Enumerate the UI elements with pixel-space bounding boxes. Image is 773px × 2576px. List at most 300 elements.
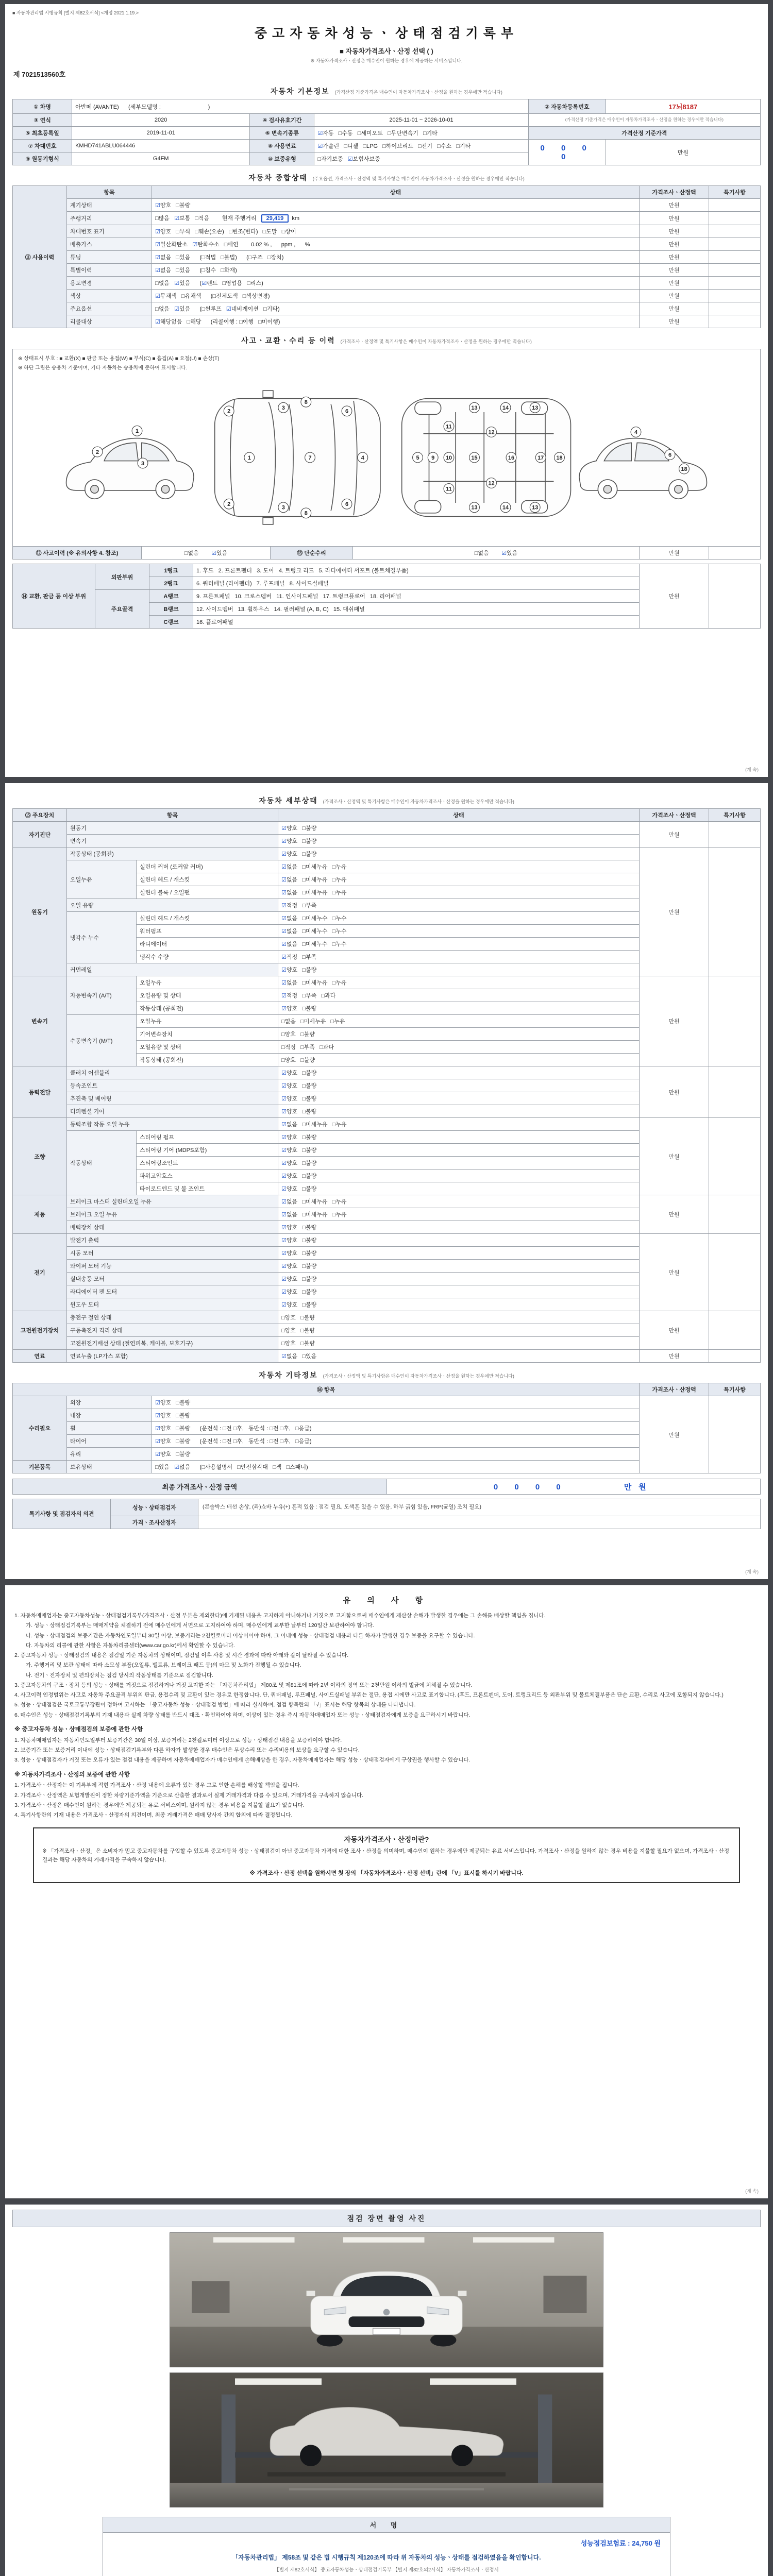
svg-text:16: 16 [508,454,515,461]
cell: 보유상태 [67,1461,152,1473]
price-cell: 만원 [640,1066,709,1118]
accident-history-table [12,546,761,560]
checkbox-group[interactable]: ☑없음 □미세누유 □누유 [278,1208,640,1221]
inspection-insurance-fee [112,2538,661,2548]
top-view [215,391,380,524]
notice-item: 3. 중고자동차의 구조ㆍ장치 등의 성능ㆍ상태를 거짓으로 점검하거나 거짓 고지한 자는 「자동차관리법」 제80조 및 제81조에 따라 2년 이하의 징역 또는 2천만원 이하의 벌금에 처해질 수 있습니다. [14,1682,473,1688]
header-cell: ② 자동차등록번호 [528,99,606,114]
checkbox-group[interactable]: ☑양호 □불량 [278,1144,640,1157]
checkbox-group[interactable]: ☑양호 □불량 [278,1131,640,1144]
checkbox-group[interactable]: □있음 ☑없음 (□사용설명서 □안전삼각대 □잭 □스패너) [152,1461,640,1473]
table-row [13,848,761,860]
group-label-cell: 제동 [13,1195,67,1234]
state-code-legend: ※ 상태표시 부호 : ■ 교환(X) ■ 판금 또는 용접(W) ■ 부식(C) ■ 흠집(A) ■ 요철(U) ■ 손상(T) [18,356,220,362]
checkbox-group[interactable]: ☑양호 □불량 [278,822,640,835]
header-cell: 항목 [67,809,278,822]
table-row [13,1118,761,1131]
header-cell: ⑯ 항목 [13,1383,640,1396]
checkbox-group[interactable]: □양호 □불량 [278,1324,640,1337]
checkbox-group[interactable]: □양호 □불량 [278,1311,640,1324]
table-row [13,302,761,315]
checkbox-group[interactable]: □적정 □부족 □과다 [278,1041,640,1054]
cell: 브레이크 마스터 실린더오일 누유 [67,1195,278,1208]
svg-text:6: 6 [345,501,349,508]
table-row [13,114,761,127]
header-cell: 가격산정 기준가격 [528,127,760,140]
checkbox-group[interactable]: ☑없음 □미세누유 □누유 [278,886,640,899]
checkbox-group[interactable]: ☑양호 □부식 □훼손(오손) □변조(변타) □도말 □상이 [152,225,640,238]
svg-text:2: 2 [227,501,231,508]
header-cell: A랭크 [149,590,193,603]
checkbox-group[interactable]: ☑양호 □불량 [278,1079,640,1092]
notice-item: 가. 성능ㆍ상태점검기록부는 매매계약을 체결하기 전에 매수인에게 서면으로 고지하여야 하며, 매수인에게 교부한 날부터 120일간 보관하여야 합니다. [26,1622,374,1629]
header-cell: ⑭ 교환, 판금 등 이상 부위 [13,564,95,629]
checkbox-group[interactable]: ☑적정 □부족 [278,899,640,912]
checkbox-group[interactable]: ☑양호 □불량 [278,1260,640,1273]
header-cell: ⑮ 주요장치 [13,809,67,822]
price-cell: 만원 [640,848,709,976]
price-cell: 만원 [640,290,709,302]
cell: 휠 [67,1422,152,1435]
notice-item: 나. 성능ㆍ상태점검의 보증기간은 자동차인도일부터 30일 이상, 보증거리는 2천킬로미터 이상이어야 하며, 그 이내에 성능ㆍ상태점검 내용과 다른 하자가 발생한 경우 보증을 요구할 수 있습니다. [26,1632,475,1639]
checkbox-group[interactable]: □없음 ☑있음 (☑렌트 □영업용 □리스) [152,277,640,290]
header-cell: ③ 연식 [13,114,72,127]
group-label-cell: 전기 [13,1234,67,1311]
checkbox-group[interactable]: ☑양호 □불량 [278,1273,640,1285]
checkbox-group[interactable]: ☑없음 □미세누유 □누유 [278,976,640,989]
svg-text:13: 13 [471,504,478,511]
cell: 특별이력 [67,264,152,277]
section-etc-info [12,1370,761,1380]
table-row [13,290,761,302]
notice-item: 3. 성능ㆍ상태점검자가 거짓 또는 오류가 있는 점검 내용을 제공하여 자동차매매업자가 매수인에게 손해배상을 한 경우, 자동차매매업자는 해당 성능ㆍ상태점검자에게 구상권을 행사할 수 있습니다. [14,1757,470,1764]
checkbox-group[interactable]: □양호 □불량 [278,1054,640,1066]
header-cell: ⑬ 단순수리 [271,547,353,560]
notice-item: 1. 자동차매매업자는 자동차인도일부터 보증기간은 30일 이상, 보증거리는 2천킬로미터 이상으로 성능ㆍ상태점검 내용을 보증하여야 합니다. [14,1737,342,1743]
cell: 동력조향 작동 오일 누유 [67,1118,278,1131]
checkbox-group[interactable]: ☑양호 □불량 [278,1247,640,1260]
cell: 타이로드엔드 및 볼 조인트 [137,1182,278,1195]
section-note: (가격산정 기준가격은 매수인이 자동차가격조사ㆍ산정을 원하는 경우에만 적습니다) [334,90,502,95]
cell [709,199,761,212]
cell [709,1118,761,1195]
table-row [13,186,761,199]
cell [709,848,761,976]
price-cell: 만원 [640,1396,709,1473]
cell [198,1516,761,1529]
cell: 발전기 출력 [67,1234,278,1247]
svg-text:10: 10 [445,454,452,461]
cell: 주요옵션 [67,302,152,315]
cell: 튜닝 [67,251,152,264]
cell: 실린더 헤드 / 개스킷 [137,912,278,925]
table-row [13,127,761,140]
notice-item: 3. 가격조사ㆍ산정은 매수인이 원하는 경우에만 제공되는 유료 서비스이며, 원하지 않는 경우 비용을 지불할 필요가 없습니다. [14,1802,305,1808]
table-row [13,1499,761,1516]
checkbox-group[interactable]: ☑양호 □불량 [278,1170,640,1182]
checkbox-group[interactable]: ☑양호 □불량 [278,1066,640,1079]
checkbox-group[interactable]: □양호 □불량 [278,1028,640,1041]
cell: 배출가스 [67,238,152,251]
checkbox-group[interactable]: ☑없음 □미세누유 □누유 [278,1195,640,1208]
cell: 작동상태 (공회전) [67,848,278,860]
cell: 등속조인트 [67,1079,278,1092]
header-cell: 특기사항 및 점검자의 의견 [13,1499,111,1529]
notice-item: 가. 주행거리 및 보관 상태에 따라 소모성 부품(오일류, 벨트류, 브레이크 패드 등)의 마모 및 노화가 진행될 수 있습니다. [26,1662,301,1669]
detail-state-table [12,808,761,1363]
checkbox-group[interactable]: ☑해당없음 □해당 (리콜이행 : □이행 □미이행) [152,315,640,328]
cell [709,1234,761,1311]
cell: 계기상태 [67,199,152,212]
section-title: 자동차 기본정보 [271,87,330,95]
price-cell: 만원 [640,547,709,560]
svg-text:7: 7 [308,454,312,461]
checkbox-group[interactable]: ☑양호 □불량 [278,963,640,976]
checkbox-group[interactable]: ☑양호 □불량 [278,1157,640,1170]
svg-text:4: 4 [361,454,364,461]
cell [709,1195,761,1234]
cell [709,290,761,302]
remarks-table [12,1499,761,1529]
group-label-cell: 동력전달 [13,1066,67,1118]
price-cell: 만원 [640,1234,709,1311]
checkbox-group[interactable]: ☑양호 □불량 [278,1182,640,1195]
checkbox-group[interactable]: ☑양호 □불량 [152,1396,640,1409]
checkbox-group[interactable]: ☑없음 □미세누유 □누유 [278,873,640,886]
table-row [13,315,761,328]
notice-item: 2. 중고자동차 성능ㆍ상태점검의 내용은 점검일 기준 자동차의 상태이며, 점검일 이후 사용 및 시간 경과에 따라 아래와 같이 달라질 수 있습니다. [14,1652,349,1659]
checkbox-group[interactable]: ☑양호 □불량 [278,1285,640,1298]
cell: 타이어 [67,1435,152,1448]
cell: 워터펌프 [137,925,278,938]
notice-item: 다. 자동차의 리콜에 관한 사항은 자동차리콜센터(www.car.go.kr)에서 확인할 수 있습니다. [26,1642,235,1649]
vehicle-diagram-panel [12,349,761,546]
cell: 라디에이터 [137,938,278,951]
page-basic [5,4,768,777]
checkbox-group[interactable]: ☑없음 □미세누수 □누수 [278,938,640,951]
checkbox-group[interactable]: ☑양호 □불량 [152,1409,640,1422]
table-row [13,277,761,290]
cell: 커먼레일 [67,963,278,976]
price-cell: 만원 [640,564,709,629]
svg-text:13: 13 [532,405,539,412]
cell: 실린더 헤드 / 개스킷 [137,873,278,886]
header-cell: 가격조사ㆍ산정액 [640,1383,709,1396]
svg-text:14: 14 [502,504,509,511]
cell: 주행거리 [67,212,152,225]
svg-text:2: 2 [95,449,99,455]
svg-text:8: 8 [304,510,308,517]
pricing-info-box [33,1827,740,1883]
cell: 16. 플로어패널 [193,616,640,629]
cell: 내장 [67,1409,152,1422]
cell [709,976,761,1066]
section-basic-info [12,86,761,96]
table-row [13,547,761,560]
cell: 1. 후드 2. 프론트펜더 3. 도어 4. 트렁크 리드 5. 라디에이터 서포트 (볼트체결부품) [193,564,640,577]
basic-info-table [12,99,761,165]
cell: G4FM [72,152,250,165]
group-label-cell: 기본품목 [13,1461,67,1473]
header-cell: ⑨ 원동기형식 [13,152,72,165]
photos-section-title: 점검 장면 촬영 사진 [12,2210,761,2227]
cell: (콘솔박스 배선 손상, (좌)쇼바 누유(+) 흔적 있음 : 점검 필요, 도색흔 있을 수 있음, 하부 긁힘 있음, FRP(균열) 조치 필요) [198,1499,761,1516]
cell [709,1350,761,1363]
section-title: 자동차 세부상태 [259,796,318,805]
checkbox-group[interactable]: ☑양호 □불량 [278,1234,640,1247]
price-cell: 만원 [640,225,709,238]
svg-text:11: 11 [446,423,452,430]
cell: 2020 [72,114,250,127]
svg-text:2: 2 [227,408,231,415]
group-label-cell: ⑪ 사용이력 [13,186,67,328]
header-cell: 1랭크 [149,564,193,577]
notice-item: 1. 가격조사ㆍ산정자는 이 기록부에 적힌 가격조사ㆍ산정 내용에 오류가 있는 경우 그로 인한 손해를 배상할 책임을 집니다. [14,1782,299,1789]
header-cell: ⑧ 사용연료 [250,140,314,152]
header-cell: 성능ㆍ상태점검자 [111,1499,198,1516]
cell [709,822,761,848]
checkbox-group[interactable]: ☑없음 □미세누수 □누수 [278,912,640,925]
header-cell: 특기사항 [709,186,761,199]
table-row [13,251,761,264]
pricing-info-body: ※ 「가격조사ㆍ산정」은 소비자가 믿고 중고자동차를 구입할 수 있도록 중고자동차 성능ㆍ상태점검이 아닌 중고자동차 가격에 대한 조사ㆍ산정을 의미하며, 매수인이 원하는 경우에만 제공되는 유료 서비스입니다. 가격조사ㆍ산정을 원하지 않는 경우 비용을 지불할 필요가 없으며, 가격조사ㆍ산정 결과는 해당 자동차의 거래가격을 구속하지 않습니다. [42,1848,730,1863]
header-cell: ① 차명 [13,99,72,114]
table-row [13,1383,761,1396]
cell: 차대번호 표기 [67,225,152,238]
signature-section [103,2517,670,2576]
svg-text:5: 5 [416,454,419,461]
continue-marker: (계 속) [745,767,759,772]
header-cell: 가격조사ㆍ산정액 [640,186,709,199]
cell: 와이퍼 모터 기능 [67,1260,278,1273]
cell [709,1066,761,1118]
checkbox-group[interactable]: ☑양호 □불량 [278,835,640,848]
etc-info-table [12,1383,761,1473]
checkbox-group[interactable]: ☑양호 □불량 [278,1221,640,1234]
section-title: 자동차 기타정보 [259,1371,318,1379]
cell: 2019-11-01 [72,127,250,140]
section-detail-state [12,795,761,806]
cell: 실린더 블록 / 오일팬 [137,886,278,899]
checkbox-group[interactable]: □없음 ☑있음 [142,547,271,560]
cell: 라디에이터 팬 모터 [67,1285,278,1298]
header-cell: 상태 [278,809,640,822]
price-cell: 만원 [640,264,709,277]
svg-text:11: 11 [446,486,452,493]
section-accident-history [12,335,761,346]
svg-text:14: 14 [502,405,509,412]
cell: 배력장치 상태 [67,1221,278,1234]
document-number: 제 7021513560호 [13,71,66,78]
checkbox-group[interactable]: ☑없음 □있음 [278,1350,640,1363]
header-cell: ④ 검사유효기간 [250,114,314,127]
cell: 냉각수 수량 [137,951,278,963]
price-cell: 만원 [640,212,709,225]
svg-text:4: 4 [634,429,638,436]
price-value-cell: 0 0 0 0 만원 [386,1479,761,1495]
svg-text:3: 3 [281,405,285,412]
cell: 오일유량 및 상태 [137,1041,278,1054]
table-row [13,1479,761,1495]
document-title: 중고자동차성능ㆍ상태점검기록부 [254,26,519,41]
group-label-cell: 고전원전기장치 [13,1311,67,1350]
section-title: 사고ㆍ교환ㆍ수리 등 이력 [241,336,335,345]
cell [709,212,761,225]
cell: 자동변속기 (A/T) [67,976,137,1015]
pricing-info-footer: ※ 가격조사ㆍ산정 선택을 원하시면 첫 장의 「자동차가격조사ㆍ산정 선택」란에 「V」표시를 하시기 바랍니다. [249,1870,524,1876]
cell: 작동상태 (공회전) [137,1002,278,1015]
header-cell: ⑩ 보증유형 [250,152,314,165]
table-row [13,212,761,225]
svg-text:18: 18 [681,466,687,472]
checkbox-group[interactable]: □없음 ☑있음 [353,547,640,560]
price-cell: 만원 [640,302,709,315]
price-survey-select[interactable]: ■ 자동차가격조사ㆍ산정 선택 ( ) [340,47,433,55]
notice-item: 1. 자동차매매업자는 중고자동차성능ㆍ상태점검기록부(가격조사ㆍ산정 부분은 제외한다)에 기재된 내용을 고지하지 아니하거나 거짓으로 고지함으로써 매수인에게 재산상 손해가 발생한 경우에는 그 손해를 배상할 책임을 집니다. [14,1613,546,1619]
price-cell: 만원 [640,251,709,264]
notice-item: 4. 사고이력 인정범위는 사고로 자동차 주요골격 부위의 판금, 용접수리 및 교환이 있는 경우로 한정합니다. 단, 쿼터패널, 루프패널, 사이드실패널 부위는 절단, 용접 시에만 사고로 표기합니다. (후드, 프론트펜더, 도어, 트렁크리드 등 외판부위 및 볼트체결부품은 단순 교환, 수리로 사고에 포함되지 않습니다.) [14,1692,724,1699]
price-cell: 만원 [640,1118,709,1195]
section-overall-state [12,173,761,183]
group-label-cell: 원동기 [13,848,67,976]
checkbox-group[interactable]: ☑무채색 □유채색 (□전체도색 □색상변경) [152,290,640,302]
cell: 리콜대상 [67,315,152,328]
cell: 17뇌8187 [606,99,760,114]
cell: KMHD741ABLU064446 [72,140,250,152]
notice-item: 나. 전기ㆍ전자장치 및 편의장치는 점검 당시의 작동상태를 기준으로 점검합니다. [26,1672,213,1679]
notice-item: ※ 자동차가격조사ㆍ산정의 보증에 관한 사항 [14,1771,130,1778]
svg-text:12: 12 [488,429,495,436]
cell: 6. 쿼터패널 (리어펜더) 7. 루프패널 8. 사이드실패널 [193,577,640,590]
checkbox-group[interactable]: □없음 □미세누유 □누유 [278,1015,640,1028]
checkbox-group[interactable]: ☑자동 □수동 □세미오토 □무단변속기 □기타 [314,127,528,140]
cell: 브레이크 오일 누유 [67,1208,278,1221]
checkbox-group[interactable]: ☑양호 □불량 [278,848,640,860]
form-reference: ■ 자동차관리법 시행규칙 [별지 제82호서식] <개정 2021.1.19.> [12,10,139,15]
table-row [13,1195,761,1208]
checkbox-group[interactable]: ☑양호 □불량 (운전석 : □전 □후, 동반석 : □전 □후, □응급) [152,1435,640,1448]
continue-marker: (계 속) [745,1569,759,1574]
cell: 오일누유 [67,860,137,899]
cell [709,251,761,264]
checkbox-group[interactable]: ☑양호 □불량 [278,1298,640,1311]
group-label-cell: 수리필요 [13,1396,67,1461]
checkbox-group[interactable]: □양호 □불량 [278,1337,640,1350]
table-row [13,140,761,152]
price-cell: 만원 [640,1350,709,1363]
checkbox-group[interactable]: □많음 ☑보통 □적음 현재 주행거리 29,419 km [152,212,640,225]
cell: 작동상태 (공회전) [137,1054,278,1066]
page-photos-signature [5,2205,768,2576]
cell [709,547,761,560]
checkbox-group[interactable]: ☑적정 □부족 □과다 [278,989,640,1002]
table-row [13,1350,761,1363]
header-cell: C랭크 [149,616,193,629]
cell: 유리 [67,1448,152,1461]
cell [709,225,761,238]
cell: 고전원전기배선 상태 (절연피복, 케이블, 보호기구) [67,1337,278,1350]
section-note: (가격조사ㆍ산정액 및 특기사항은 매수인이 자동차가격조사ㆍ산정을 원하는 경우에만 적습니다) [323,799,514,804]
svg-text:3: 3 [141,460,145,467]
checkbox-group[interactable]: ☑양호 □불량 [278,1105,640,1118]
checkbox-group[interactable]: ☑없음 □있음 (□침수 □화재) [152,264,640,277]
fee-value: 24,750 원 [632,2539,661,2547]
section-title: 자동차 종합상태 [248,174,308,182]
cell: 디퍼렌셜 기어 [67,1105,278,1118]
page-detail-state [5,783,768,1579]
group-label-cell: 주요골격 [95,590,149,629]
svg-text:1: 1 [135,428,139,435]
cell: 오일 유량 [67,899,278,912]
cell: 스티어링 펌프 [137,1131,278,1144]
price-cell: 만원 [640,1195,709,1234]
final-price-table [12,1479,761,1495]
checkbox-group[interactable]: ☑양호 □불량 [278,1092,640,1105]
exchange-repair-parts-table [12,564,761,629]
checkbox-group[interactable]: ☑양호 □불량 [152,1448,640,1461]
checkbox-group[interactable]: ☑양호 □불량 (운전석 : □전 □후, 동반석 : □전 □후, □응급) [152,1422,640,1435]
table-row [13,1066,761,1079]
notice-title: 유 의 사 항 [343,1596,430,1605]
cell: 2025-11-01 ~ 2026-10-01 [314,114,528,127]
checkbox-group[interactable]: ☑적정 □부족 [278,951,640,963]
cell: 수동변속기 (M/T) [67,1015,137,1066]
checkbox-group[interactable]: ☑없음 □있음 (□적법 □불법) (□구조 □장치) [152,251,640,264]
cell: 스티어링조인트 [137,1157,278,1170]
header-cell: ⑥ 변속기종류 [250,127,314,140]
header-cell: ⑤ 최초등록일 [13,127,72,140]
checkbox-group[interactable]: □없음 ☑있음 (□썬루프 ☑네비게이션 □기타) [152,302,640,315]
cell [709,1396,761,1473]
checkbox-group[interactable]: □자기보증 ☑보험사보증 [314,152,528,165]
header-cell: 특기사항 [709,809,761,822]
checkbox-group[interactable]: ☑양호 □불량 [278,1002,640,1015]
cell [709,277,761,290]
cell: 외장 [67,1396,152,1409]
price-value-cell: 0 0 0 0 [528,140,606,165]
checkbox-group[interactable]: ☑없음 □미세누유 □누유 [278,1118,640,1131]
page-notice [5,1585,768,2198]
cell: 변속기 [67,835,278,848]
cell: 만원 [606,140,760,165]
svg-text:13: 13 [532,504,539,511]
cell: 9. 프론트패널 10. 크로스멤버 11. 인사이드패널 17. 트렁크플로어 18. 리어패널 [193,590,640,603]
svg-text:13: 13 [471,405,478,412]
header-cell: 특기사항 [709,1383,761,1396]
pricing-info-title: 자동차가격조사ㆍ산정이란? [344,1836,429,1844]
cell: 추진축 및 베어링 [67,1092,278,1105]
checkbox-group[interactable]: ☑없음 □미세누수 □누수 [278,925,640,938]
checkbox-group[interactable]: ☑가솔린 □디젤 □LPG □하이브리드 □전기 □수소 □기타 [314,140,528,152]
cell [709,238,761,251]
inspection-photo-front [170,2232,603,2367]
checkbox-group[interactable]: ☑양호 □불량 [152,199,640,212]
svg-text:6: 6 [345,408,349,415]
checkbox-group[interactable]: ☑없음 □미세누유 □누유 [278,860,640,873]
header-cell: 최종 가격조사ㆍ산정 금액 [13,1479,387,1495]
header-cell: 항목 [67,186,152,199]
overall-state-table [12,185,761,328]
group-label-cell: 변속기 [13,976,67,1066]
section-note: (가격조사ㆍ산정액 및 특기사항은 매수인이 자동차가격조사ㆍ산정을 원하는 경우에만 적습니다) [340,339,532,344]
fee-label: 성능점검보험료 : [580,2539,630,2547]
table-row [13,976,761,989]
group-label-cell: 연료 [13,1350,67,1363]
cell: 아반떼 (AVANTE) (세부모델명 : ) [72,99,529,114]
cell [709,564,761,629]
checkbox-group[interactable]: ☑일산화탄소 ☑탄화수소 □매연 0.02 % , ppm , % [152,238,640,251]
table-row [13,264,761,277]
